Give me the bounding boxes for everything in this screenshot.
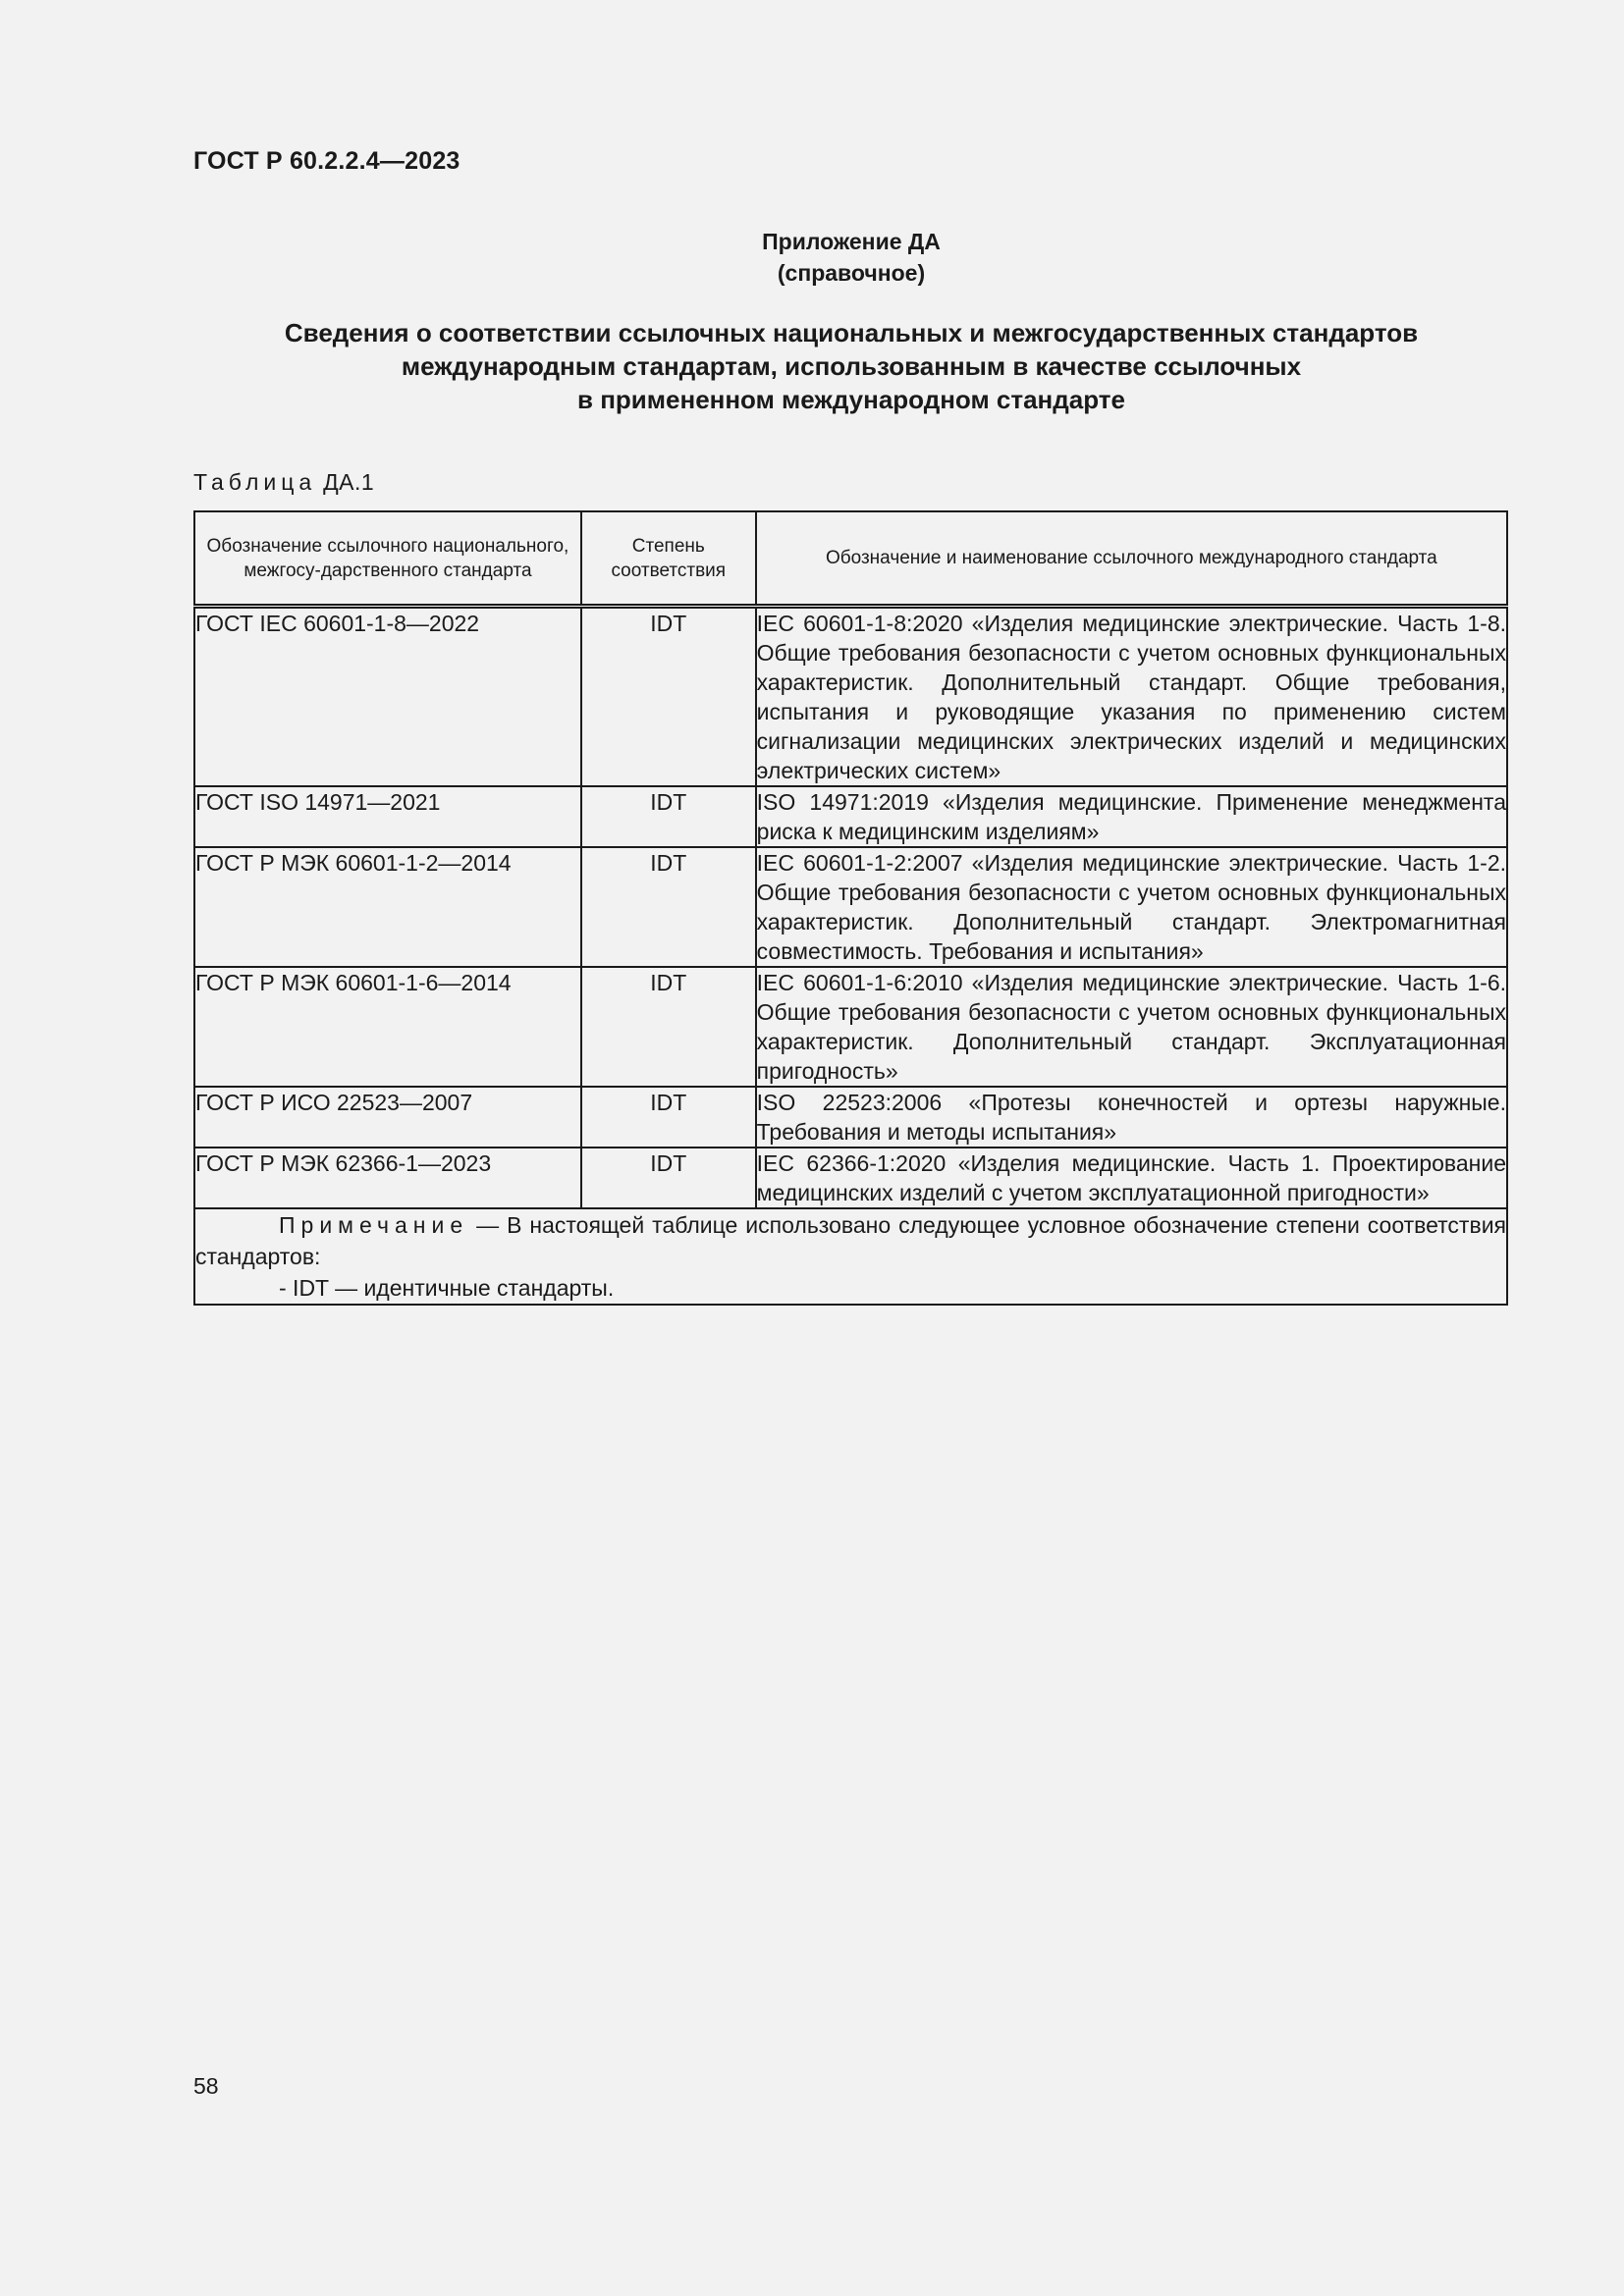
national-standard-code: ГОСТ ISO 14971—2021 xyxy=(194,786,581,847)
national-standard-code: ГОСТ Р ИСО 22523—2007 xyxy=(194,1087,581,1148)
header-national-standard: Обозначение ссылочного национального, межгосу-дарственного стандарта xyxy=(194,511,581,607)
note-text: — В настоящей таблице использовано следующее условное обозначение степени соответствия стандартов: xyxy=(195,1212,1506,1269)
degree-of-correspondence: IDT xyxy=(581,847,756,967)
table-caption xyxy=(193,469,374,496)
international-standard-name: ISO 22523:2006 «Протезы конечностей и ортезы наружные. Требования и методы испытания» xyxy=(756,1087,1507,1148)
table-row xyxy=(194,967,1507,1087)
international-standard-name: IEC 60601-1-6:2010 «Изделия медицинские электрические. Часть 1-6. Общие требования безопасности с учетом основных функциональных характеристик. Дополнительный стандарт. Эксплуатационная пригодность» xyxy=(756,967,1507,1087)
header-international-standard: Обозначение и наименование ссылочного международного стандарта xyxy=(756,511,1507,607)
international-standard-name: IEC 60601-1-8:2020 «Изделия медицинские электрические. Часть 1-8. Общие требования безопасности с учетом основных функциональных характеристик. Дополнительный стандарт. Общие требования, испытания и руководящие указания по применению систем сигнализации медицинских электрических изделий и медицинских электрических систем» xyxy=(756,607,1507,787)
table-note-row xyxy=(194,1208,1507,1305)
note-label: Примечание xyxy=(279,1212,469,1238)
document-code: ГОСТ Р 60.2.2.4—2023 xyxy=(193,147,460,175)
table-row xyxy=(194,847,1507,967)
table-caption-number: ДА.1 xyxy=(323,469,375,495)
appendix-title: Приложение ДА xyxy=(762,229,941,254)
table-note xyxy=(194,1208,1507,1305)
note-item: - IDT — идентичные стандарты. xyxy=(279,1275,615,1301)
section-title xyxy=(193,316,1509,416)
international-standard-name: IEC 62366-1:2020 «Изделия медицинские. Часть 1. Проектирование медицинских изделий с учетом эксплуатационной пригодности» xyxy=(756,1148,1507,1208)
table-header-row xyxy=(194,511,1507,607)
international-standard-name: IEC 60601-1-2:2007 «Изделия медицинские электрические. Часть 1-2. Общие требования безопасности с учетом основных функциональных характеристик. Дополнительный стандарт. Электромагнитная совместимость. Требования и испытания» xyxy=(756,847,1507,967)
degree-of-correspondence: IDT xyxy=(581,607,756,787)
degree-of-correspondence: IDT xyxy=(581,967,756,1087)
appendix-subtitle: (справочное) xyxy=(777,260,926,286)
section-title-line: Сведения о соответствии ссылочных национальных и межгосударственных стандартов xyxy=(284,318,1419,347)
table-row xyxy=(194,1087,1507,1148)
page-number: 58 xyxy=(193,2073,219,2099)
header-degree: Степень соответствия xyxy=(581,511,756,607)
section-title-line: международным стандартам, использованным в качестве ссылочных xyxy=(401,351,1302,381)
table-caption-word: Таблица xyxy=(193,469,317,495)
table-row xyxy=(194,786,1507,847)
national-standard-code: ГОСТ IEC 60601-1-8—2022 xyxy=(194,607,581,787)
appendix-heading xyxy=(193,226,1509,289)
national-standard-code: ГОСТ Р МЭК 62366-1—2023 xyxy=(194,1148,581,1208)
international-standard-name: ISO 14971:2019 «Изделия медицинские. Применение менеджмента риска к медицинским изделиям» xyxy=(756,786,1507,847)
standards-table xyxy=(193,510,1508,1306)
section-title-line: в примененном международном стандарте xyxy=(577,385,1125,414)
degree-of-correspondence: IDT xyxy=(581,786,756,847)
degree-of-correspondence: IDT xyxy=(581,1087,756,1148)
table-row xyxy=(194,1148,1507,1208)
national-standard-code: ГОСТ Р МЭК 60601-1-2—2014 xyxy=(194,847,581,967)
degree-of-correspondence: IDT xyxy=(581,1148,756,1208)
national-standard-code: ГОСТ Р МЭК 60601-1-6—2014 xyxy=(194,967,581,1087)
table-row xyxy=(194,607,1507,787)
